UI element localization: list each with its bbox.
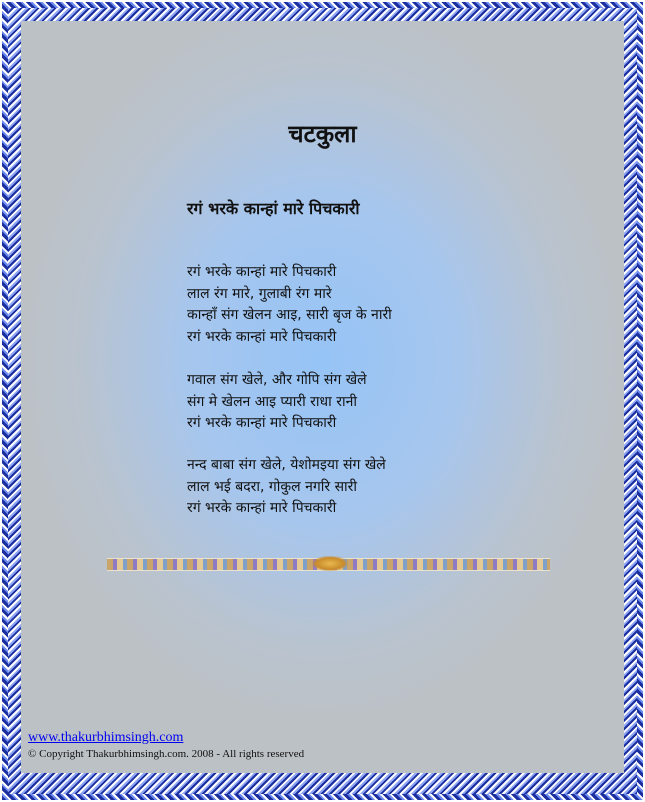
content-panel: [21, 21, 624, 773]
stanza-1: [187, 262, 392, 348]
poem-line: रगं भरके कान्हां मारे पिचकारी: [187, 415, 337, 431]
ornamental-divider: [107, 558, 550, 571]
poem-line: रगं भरके कान्हां मारे पिचकारी: [187, 500, 337, 516]
poem-line: गवाल संग खेले, और गोपि संग खेले: [187, 372, 367, 388]
stanza-2: [187, 370, 367, 435]
poem-line: रगं भरके कान्हां मारे पिचकारी: [187, 264, 337, 280]
poem-line: संग मे खेलन आइ प्यारी राधा रानी: [187, 393, 357, 410]
poem-line: लाल भई बदरा, गोकुल नगरि सारी: [187, 478, 358, 495]
poem-line: रगं भरके कान्हां मारे पिचकारी: [187, 328, 337, 345]
page-heading: चटकुला: [288, 120, 357, 148]
copyright-notice: © Copyright Thakurbhimsingh.com. 2008 - All rights reserved: [28, 748, 305, 760]
poem-line: लाल रंग मारे, गुलाबी रंग मारे: [187, 285, 332, 302]
website-link[interactable]: www.thakurbhimsingh.com: [28, 730, 184, 745]
divider-ornament-icon: [312, 556, 348, 571]
poem-line: नन्द बाबा संग खेले, येशोमइया संग खेले: [187, 457, 386, 473]
stanza-3: [187, 455, 386, 520]
poem-line: कान्हाँ संग खेलन आइ, सारी बृज के नारी: [187, 307, 392, 323]
poem-title: रगं भरके कान्हां मारे पिचकारी: [187, 199, 360, 218]
